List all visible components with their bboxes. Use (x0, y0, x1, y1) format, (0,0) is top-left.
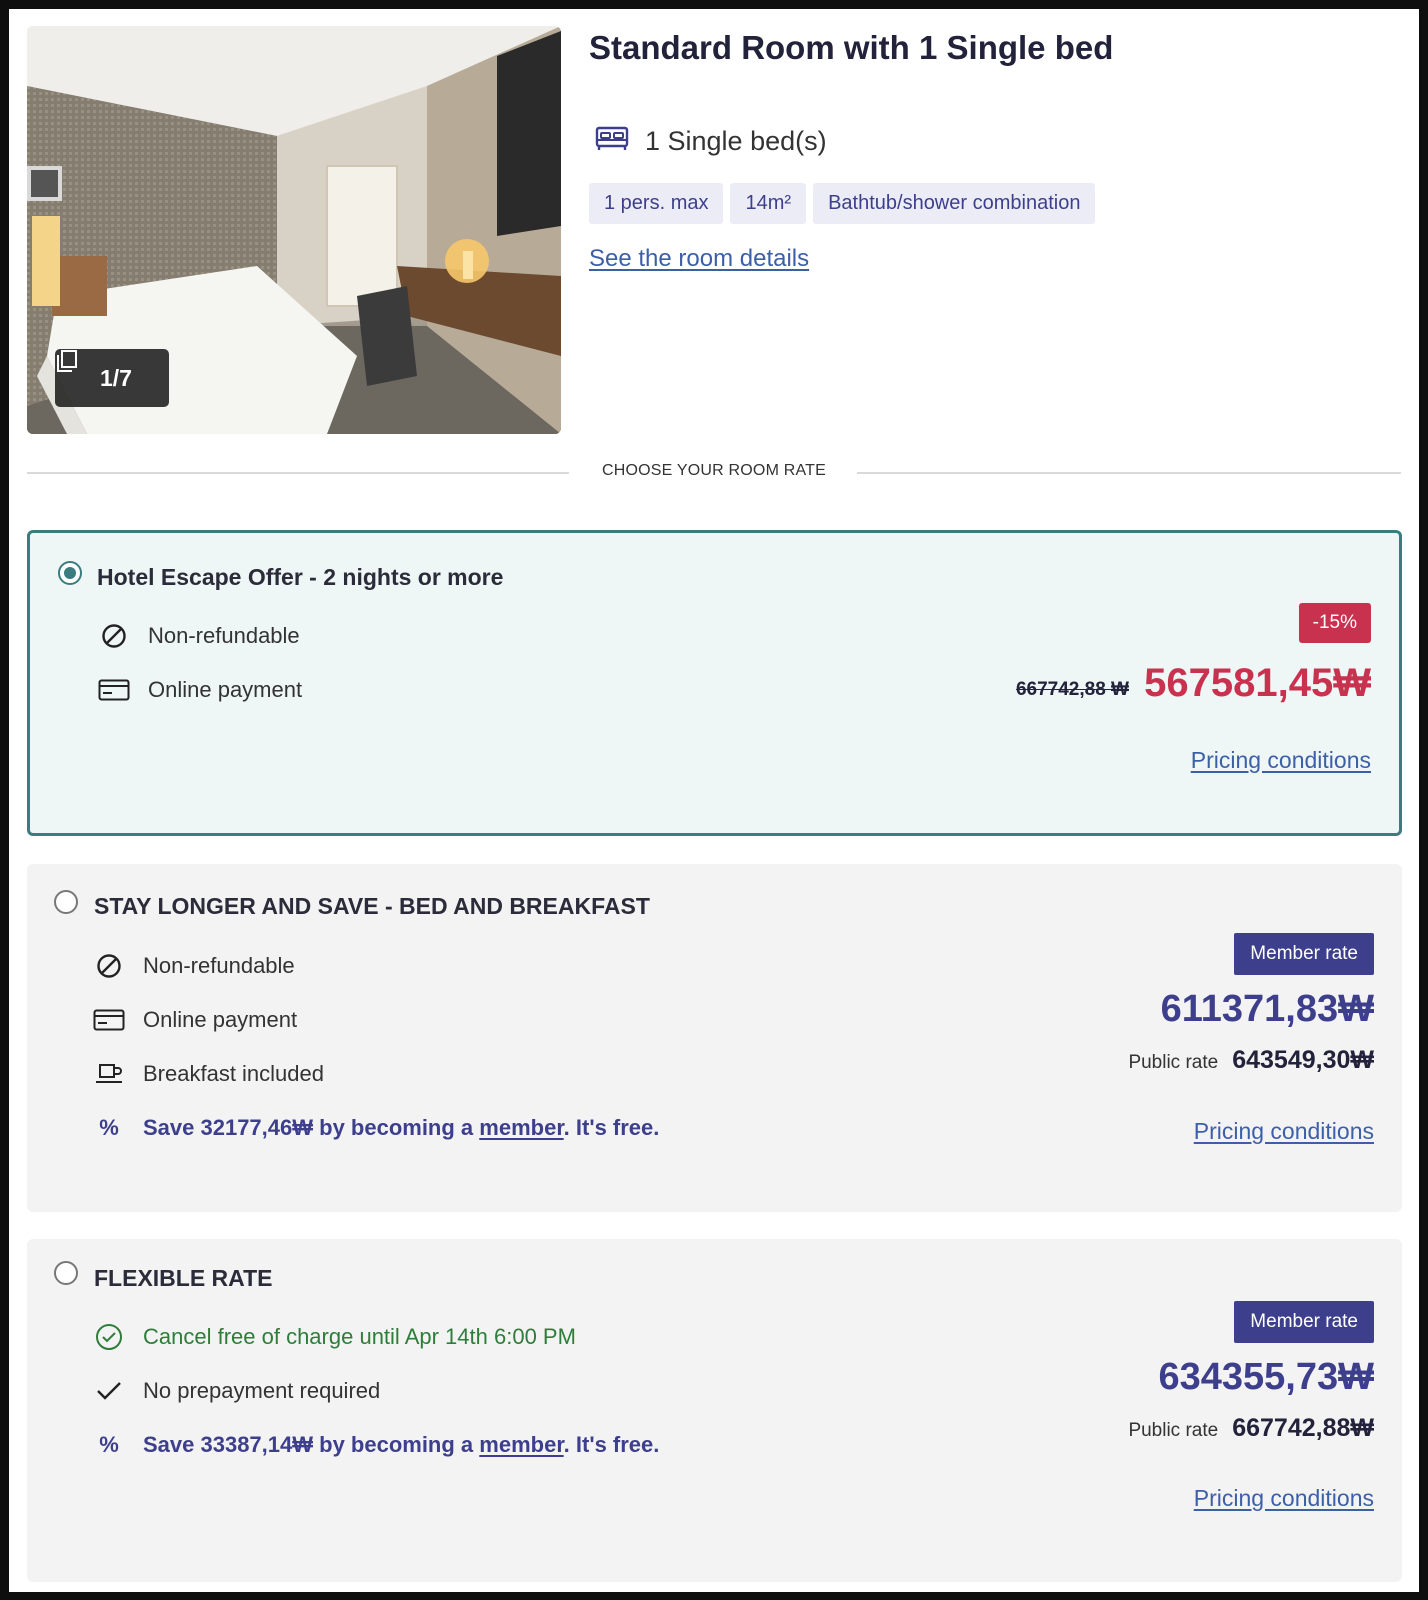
rate-title: Hotel Escape Offer - 2 nights or more (97, 564, 504, 590)
promo-price: 567581,45₩ (1144, 661, 1371, 705)
public-rate-price: 643549,30₩ (1232, 1046, 1374, 1074)
rate-title: FLEXIBLE RATE (94, 1265, 273, 1291)
clock-check-icon (93, 1321, 125, 1353)
member-rate-badge: Member rate (1234, 1301, 1374, 1343)
rate-divider (27, 462, 1401, 484)
feature-text: Non-refundable (143, 953, 295, 978)
feature-free-cancellation (93, 1321, 576, 1353)
rate-radio-flexible[interactable] (54, 1261, 78, 1285)
feature-text: Breakfast included (143, 1061, 324, 1086)
rate-card-flexible[interactable] (27, 1239, 1402, 1582)
feature-text: Cancel free of charge until Apr 14th 6:00 PM (143, 1324, 576, 1349)
check-icon (93, 1375, 125, 1407)
bed-icon (595, 124, 629, 159)
feature-non-refundable (93, 950, 295, 982)
bed-info (595, 124, 827, 159)
savings-text: Save 32177,46₩ by becoming a (143, 1115, 480, 1140)
credit-card-icon (98, 674, 130, 706)
member-savings-note (93, 1429, 659, 1461)
public-rate-price: 667742,88₩ (1232, 1414, 1374, 1442)
pricing-conditions-link[interactable]: Pricing conditions (1193, 1118, 1374, 1144)
discount-badge: -15% (1299, 603, 1371, 643)
feature-text: Online payment (143, 1007, 298, 1032)
feature-online-payment (98, 674, 302, 706)
tag-size: 14m² (730, 183, 806, 224)
photo-counter[interactable] (55, 349, 169, 407)
no-refund-icon (93, 950, 125, 982)
room-details-link[interactable]: See the room details (589, 245, 810, 272)
feature-breakfast (93, 1058, 324, 1090)
old-price: 667742,88 ₩ (1015, 679, 1129, 700)
pricing-conditions-link[interactable]: Pricing conditions (1190, 747, 1371, 773)
member-savings-note (93, 1112, 659, 1144)
tag-capacity: 1 pers. max (589, 183, 723, 224)
rate-radio-bed-and-breakfast[interactable] (54, 890, 78, 914)
percent-icon: % (99, 1432, 119, 1457)
member-link[interactable]: member (479, 1115, 564, 1140)
public-rate-row (1128, 1046, 1374, 1075)
divider-label: CHOOSE YOUR ROOM RATE (601, 462, 827, 479)
member-price: 611371,83₩ (1160, 988, 1374, 1030)
feature-no-prepayment (93, 1375, 380, 1407)
no-refund-icon (98, 620, 130, 652)
rate-title: STAY LONGER AND SAVE - BED AND BREAKFAST (94, 893, 650, 919)
feature-text: Non-refundable (148, 623, 300, 648)
savings-suffix: . It's free. (563, 1432, 660, 1457)
rate-card-bed-and-breakfast[interactable] (27, 864, 1402, 1212)
room-offer-panel (9, 9, 1419, 1592)
savings-text: Save 33387,14₩ by becoming a (143, 1432, 480, 1457)
rate-radio-escape-offer[interactable] (58, 561, 82, 585)
feature-text: Online payment (148, 677, 303, 702)
member-price: 634355,73₩ (1158, 1356, 1374, 1398)
feature-online-payment (93, 1004, 297, 1036)
savings-suffix: . It's free. (563, 1115, 660, 1140)
breakfast-cup-icon (93, 1058, 125, 1090)
feature-text: No prepayment required (143, 1378, 381, 1403)
public-rate-label: Public rate (1128, 1052, 1219, 1073)
photo-counter-text: 1/7 (100, 364, 132, 391)
room-tags (589, 183, 1095, 224)
credit-card-icon (93, 1004, 125, 1036)
feature-non-refundable (98, 620, 300, 652)
public-rate-row (1128, 1414, 1374, 1443)
member-link[interactable]: member (479, 1432, 564, 1457)
bed-text: 1 Single bed(s) (645, 126, 827, 156)
pricing-conditions-link[interactable]: Pricing conditions (1193, 1485, 1374, 1511)
public-rate-label: Public rate (1128, 1420, 1219, 1441)
percent-icon: % (99, 1115, 119, 1140)
member-rate-badge: Member rate (1234, 933, 1374, 975)
room-photo[interactable] (27, 26, 561, 434)
room-title: Standard Room with 1 Single bed (589, 29, 1114, 66)
tag-bathroom: Bathtub/shower combination (813, 183, 1095, 224)
rate-card-escape-offer[interactable] (27, 530, 1402, 836)
